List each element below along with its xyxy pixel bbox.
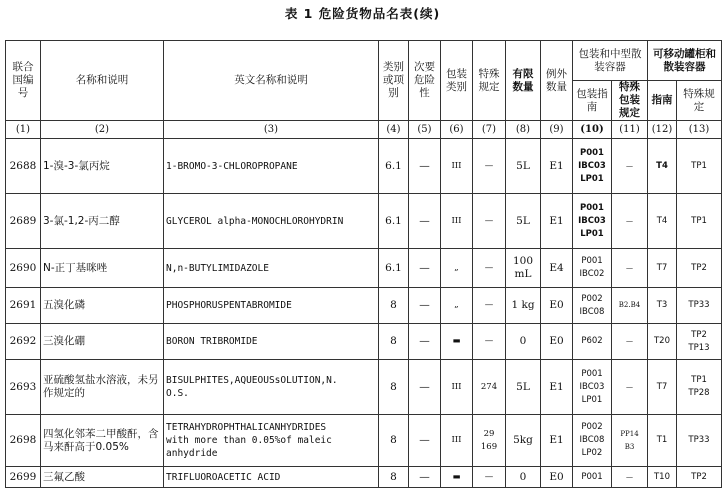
sub-risk-cell: — (409, 467, 441, 488)
tank-instructions-cell: T10 (648, 467, 677, 488)
tank-instructions-cell: T1 (648, 415, 677, 467)
packing-instructions-cell: P001 IBC03 LP01 (573, 194, 612, 249)
col-number: (13) (677, 121, 722, 139)
col-number: (4) (379, 121, 409, 139)
special-provisions-cell: — (473, 194, 506, 249)
name-cell: 3-氯-1,2-丙二醇 (41, 194, 164, 249)
packing-instructions-cell: P001 IBC03 LP01 (573, 360, 612, 415)
class-cell: 8 (379, 324, 409, 360)
col-number: (8) (506, 121, 541, 139)
en-name-cell: GLYCEROL alpha-MONOCHLOROHYDRIN (164, 194, 379, 249)
packing-group-cell: ▬ (441, 467, 473, 488)
special-provisions-cell: — (473, 324, 506, 360)
header-special-provisions: 特殊规定 (473, 41, 506, 121)
tank-special-cell: TP1 (677, 139, 722, 194)
col-number: (9) (541, 121, 573, 139)
packing-group-cell: III (441, 360, 473, 415)
excepted-qty-cell: E1 (541, 360, 573, 415)
tank-special-cell: TP1 TP28 (677, 360, 722, 415)
un-no-cell: 2698 (6, 415, 41, 467)
special-packing-cell: — (612, 249, 648, 288)
en-name-cell: TRIFLUOROACETIC ACID (164, 467, 379, 488)
excepted-qty-cell: E0 (541, 324, 573, 360)
tank-instructions-cell: T20 (648, 324, 677, 360)
header-tank-special: 特殊规定 (677, 81, 722, 121)
table-row (6, 249, 722, 288)
tank-special-cell: TP2 (677, 467, 722, 488)
limited-qty-cell: 0 (506, 324, 541, 360)
header-tank-instructions: 指南 (648, 81, 677, 121)
packing-instructions-cell: P001 (573, 467, 612, 488)
tank-special-cell: TP33 (677, 415, 722, 467)
excepted-qty-cell: E4 (541, 249, 573, 288)
en-name-cell: PHOSPHORUSPENTABROMIDE (164, 288, 379, 324)
col-number: (6) (441, 121, 473, 139)
tank-instructions-cell: T4 (648, 194, 677, 249)
table-row (6, 324, 722, 360)
tank-special-cell: TP1 (677, 194, 722, 249)
un-no-cell: 2689 (6, 194, 41, 249)
table-row (6, 415, 722, 467)
packing-instructions-cell: P002 IBC08 LP02 (573, 415, 612, 467)
packing-group-cell: ▬ (441, 324, 473, 360)
name-cell: N-正丁基咪唑 (41, 249, 164, 288)
header-packing-instructions: 包装指南 (573, 81, 612, 121)
table-row (6, 360, 722, 415)
limited-qty-cell: 100 mL (506, 249, 541, 288)
tank-special-cell: TP2 (677, 249, 722, 288)
col-number: (7) (473, 121, 506, 139)
col-number: (5) (409, 121, 441, 139)
header-en-name: 英文名称和说明 (164, 41, 379, 121)
sub-risk-cell: — (409, 194, 441, 249)
header-packing-group: 包装类别 (441, 41, 473, 121)
tank-instructions-cell: T7 (648, 249, 677, 288)
special-packing-cell: — (612, 139, 648, 194)
tank-special-cell: TP2 TP13 (677, 324, 722, 360)
class-cell: 8 (379, 415, 409, 467)
special-provisions-cell: — (473, 467, 506, 488)
sub-risk-cell: — (409, 324, 441, 360)
packing-instructions-cell: P602 (573, 324, 612, 360)
header-excepted-qty: 例外数量 (541, 41, 573, 121)
limited-qty-cell: 1 kg (506, 288, 541, 324)
col-number: (11) (612, 121, 648, 139)
special-provisions-cell: — (473, 139, 506, 194)
col-number: (1) (6, 121, 41, 139)
un-no-cell: 2699 (6, 467, 41, 488)
header-un-no: 联合国编号 (6, 41, 41, 121)
un-no-cell: 2690 (6, 249, 41, 288)
un-no-cell: 2691 (6, 288, 41, 324)
class-cell: 6.1 (379, 249, 409, 288)
en-name-cell: N,n-BUTYLIMIDAZOLE (164, 249, 379, 288)
class-cell: 8 (379, 467, 409, 488)
name-cell: 三氟乙酸 (41, 467, 164, 488)
un-no-cell: 2688 (6, 139, 41, 194)
table-row (6, 288, 722, 324)
header-packaging-group: 包装和中型散装容器 (573, 41, 648, 81)
class-cell: 6.1 (379, 139, 409, 194)
sub-risk-cell: — (409, 139, 441, 194)
limited-qty-cell: 5L (506, 194, 541, 249)
limited-qty-cell: 5L (506, 139, 541, 194)
special-provisions-cell: 274 (473, 360, 506, 415)
special-packing-cell: B2.B4 (612, 288, 648, 324)
class-cell: 8 (379, 288, 409, 324)
en-name-cell: TETRAHYDROPHTHALICANHYDRIDES with more than 0.05%of maleic anhydride (164, 415, 379, 467)
sub-risk-cell: — (409, 360, 441, 415)
sub-risk-cell: — (409, 288, 441, 324)
table-row (6, 194, 722, 249)
special-packing-cell: — (612, 360, 648, 415)
header-tank-group: 可移动罐柜和散装容器 (648, 41, 722, 81)
excepted-qty-cell: E0 (541, 467, 573, 488)
en-name-cell: 1-BROMO-3-CHLOROPROPANE (164, 139, 379, 194)
tank-instructions-cell: T7 (648, 360, 677, 415)
col-number: (12) (648, 121, 677, 139)
dangerous-goods-table (5, 40, 722, 488)
un-no-cell: 2693 (6, 360, 41, 415)
tank-instructions-cell: T4 (648, 139, 677, 194)
name-cell: 五溴化磷 (41, 288, 164, 324)
col-number: (10) (573, 121, 612, 139)
special-packing-cell: PP14 B3 (612, 415, 648, 467)
special-packing-cell: — (612, 324, 648, 360)
limited-qty-cell: 5kg (506, 415, 541, 467)
name-cell: 三溴化硼 (41, 324, 164, 360)
header-sub-risk: 次要危险性 (409, 41, 441, 121)
special-provisions-cell: — (473, 288, 506, 324)
packing-instructions-cell: P002 IBC08 (573, 288, 612, 324)
name-cell: 亚硫酸氢盐水溶液，未另作规定的 (41, 360, 164, 415)
special-provisions-cell: — (473, 249, 506, 288)
header-special-packing: 特殊包装规定 (612, 81, 648, 121)
packing-group-cell: „ (441, 249, 473, 288)
excepted-qty-cell: E1 (541, 194, 573, 249)
col-number: (2) (41, 121, 164, 139)
header-limited-qty: 有限数量 (506, 41, 541, 121)
name-cell: 1-溴-3-氯丙烷 (41, 139, 164, 194)
class-cell: 6.1 (379, 194, 409, 249)
table-title: 表 1 危险货物品名表(续) (284, 6, 441, 21)
sub-risk-cell: — (409, 249, 441, 288)
en-name-cell: BISULPHITES,AQUEOUSsOLUTION,N. O.S. (164, 360, 379, 415)
excepted-qty-cell: E0 (541, 288, 573, 324)
limited-qty-cell: 0 (506, 467, 541, 488)
special-provisions-cell: 29 169 (473, 415, 506, 467)
sub-risk-cell: — (409, 415, 441, 467)
excepted-qty-cell: E1 (541, 139, 573, 194)
en-name-cell: BORON TRIBROMIDE (164, 324, 379, 360)
packing-group-cell: „ (441, 288, 473, 324)
tank-instructions-cell: T3 (648, 288, 677, 324)
col-number: (3) (164, 121, 379, 139)
packing-instructions-cell: P001 IBC02 (573, 249, 612, 288)
header-class: 类别或项别 (379, 41, 409, 121)
packing-group-cell: III (441, 415, 473, 467)
tank-special-cell: TP33 (677, 288, 722, 324)
column-number-row (6, 121, 722, 139)
excepted-qty-cell: E1 (541, 415, 573, 467)
un-no-cell: 2692 (6, 324, 41, 360)
header-name: 名称和说明 (41, 41, 164, 121)
special-packing-cell: — (612, 194, 648, 249)
packing-group-cell: III (441, 194, 473, 249)
packing-instructions-cell: P001 IBC03 LP01 (573, 139, 612, 194)
name-cell: 四氢化邻苯二甲酸酐，含马来酐高于0.05% (41, 415, 164, 467)
class-cell: 8 (379, 360, 409, 415)
table-row (6, 467, 722, 488)
table-row (6, 139, 722, 194)
packing-group-cell: III (441, 139, 473, 194)
limited-qty-cell: 5L (506, 360, 541, 415)
special-packing-cell: — (612, 467, 648, 488)
